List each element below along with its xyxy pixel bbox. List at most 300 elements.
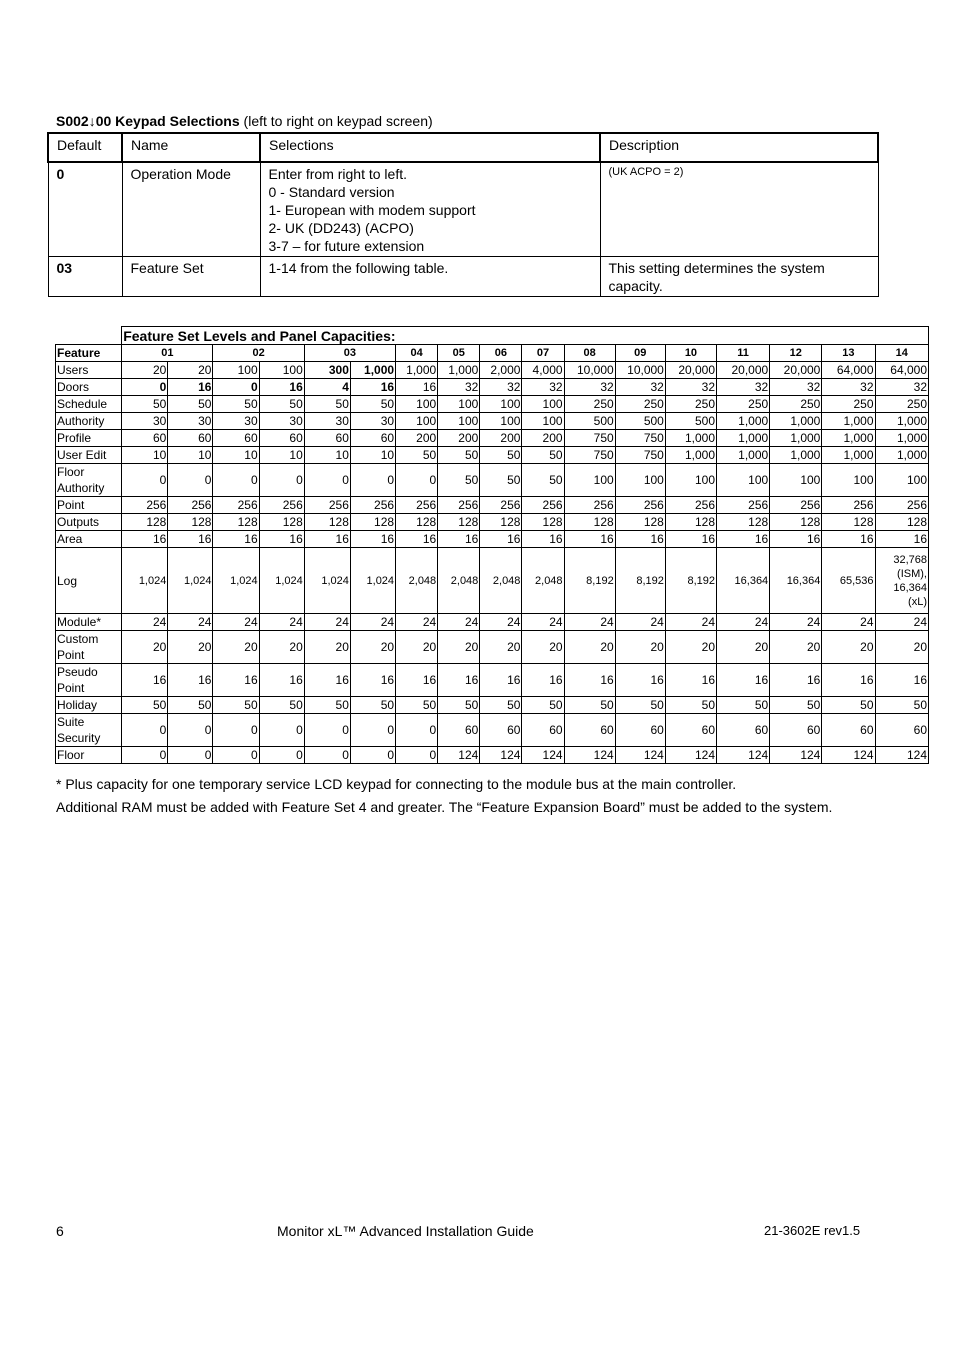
value-cell: 50 bbox=[438, 697, 480, 714]
value-cell: 1,000 bbox=[822, 413, 875, 430]
value-cell: 16 bbox=[168, 379, 213, 396]
value-cell: 60 bbox=[665, 714, 716, 747]
value-cell: 1,000 bbox=[822, 430, 875, 447]
value-cell: 60 bbox=[770, 714, 822, 747]
row-default: 0 bbox=[48, 162, 122, 257]
row-description: This setting determines the system capacity. bbox=[600, 257, 878, 297]
value-cell: 0 bbox=[168, 714, 213, 747]
value-cell: 100 bbox=[615, 464, 665, 497]
value-cell: 128 bbox=[615, 514, 665, 531]
value-cell: 60 bbox=[350, 430, 395, 447]
value-cell: 32 bbox=[615, 379, 665, 396]
value-cell: 0 bbox=[213, 747, 259, 764]
value-cell: 50 bbox=[438, 447, 480, 464]
value-cell: 1,000 bbox=[875, 413, 928, 430]
value-cell: 50 bbox=[875, 697, 928, 714]
value-cell: 0 bbox=[396, 714, 438, 747]
value-cell: 50 bbox=[122, 396, 168, 413]
value-cell: 128 bbox=[717, 514, 770, 531]
feature-set-header: 08 bbox=[564, 345, 615, 362]
value-cell: 16 bbox=[665, 664, 716, 697]
value-cell: 256 bbox=[665, 497, 716, 514]
page-number: 6 bbox=[56, 1223, 64, 1239]
value-cell: 100 bbox=[875, 464, 928, 497]
value-cell: 16 bbox=[770, 664, 822, 697]
value-cell: 16 bbox=[122, 531, 168, 548]
value-cell: 16 bbox=[822, 531, 875, 548]
value-cell: 65,536 bbox=[822, 548, 875, 614]
value-cell: 256 bbox=[522, 497, 564, 514]
table-row bbox=[56, 614, 929, 631]
value-cell: 256 bbox=[564, 497, 615, 514]
row-label: Area bbox=[56, 531, 122, 548]
value-cell: 16 bbox=[396, 531, 438, 548]
value-cell: 8,192 bbox=[564, 548, 615, 614]
value-cell: 0 bbox=[304, 747, 350, 764]
value-cell: 20,000 bbox=[717, 362, 770, 379]
value-cell: 16 bbox=[350, 664, 395, 697]
value-cell: 20 bbox=[480, 631, 522, 664]
row-label: Authority bbox=[56, 413, 122, 430]
value-cell: 256 bbox=[259, 497, 304, 514]
value-cell: 1,000 bbox=[717, 413, 770, 430]
feature-set-header: 11 bbox=[717, 345, 770, 362]
section-heading: S002↓00 Keypad Selections (left to right on keypad screen) bbox=[56, 113, 433, 129]
table-row bbox=[56, 413, 929, 430]
value-cell: 200 bbox=[522, 430, 564, 447]
value-cell: 256 bbox=[304, 497, 350, 514]
value-cell: 10,000 bbox=[564, 362, 615, 379]
row-label: Floor bbox=[56, 747, 122, 764]
value-cell: 10 bbox=[259, 447, 304, 464]
table-row bbox=[56, 664, 929, 697]
value-cell: 256 bbox=[213, 497, 259, 514]
value-cell: 50 bbox=[822, 697, 875, 714]
table-row bbox=[56, 396, 929, 413]
value-cell: 60 bbox=[522, 714, 564, 747]
value-cell: 24 bbox=[564, 614, 615, 631]
value-cell: 0 bbox=[122, 714, 168, 747]
value-cell: 1,000 bbox=[350, 362, 395, 379]
table-row bbox=[56, 497, 929, 514]
value-cell: 500 bbox=[615, 413, 665, 430]
value-cell: 124 bbox=[665, 747, 716, 764]
value-cell: 124 bbox=[875, 747, 928, 764]
value-cell: 100 bbox=[522, 396, 564, 413]
value-cell: 20 bbox=[304, 631, 350, 664]
table-row bbox=[48, 257, 878, 297]
value-cell: 124 bbox=[438, 747, 480, 764]
table-row bbox=[56, 379, 929, 396]
value-cell: 60 bbox=[480, 714, 522, 747]
value-cell: 30 bbox=[213, 413, 259, 430]
value-cell: 0 bbox=[122, 747, 168, 764]
value-cell: 20 bbox=[350, 631, 395, 664]
value-cell: 128 bbox=[304, 514, 350, 531]
value-cell: 60 bbox=[564, 714, 615, 747]
table-row bbox=[56, 747, 929, 764]
table-row bbox=[56, 362, 929, 379]
value-cell: 100 bbox=[480, 413, 522, 430]
value-cell: 24 bbox=[259, 614, 304, 631]
value-cell: 1,000 bbox=[717, 447, 770, 464]
value-cell: 24 bbox=[665, 614, 716, 631]
value-cell: 50 bbox=[396, 697, 438, 714]
value-cell: 20 bbox=[665, 631, 716, 664]
value-cell: 30 bbox=[350, 413, 395, 430]
value-cell: 32 bbox=[822, 379, 875, 396]
table-row bbox=[56, 714, 929, 747]
value-cell: 16 bbox=[168, 664, 213, 697]
value-cell: 16 bbox=[259, 379, 304, 396]
value-cell: 50 bbox=[522, 697, 564, 714]
value-cell: 1,000 bbox=[717, 430, 770, 447]
value-cell: 100 bbox=[665, 464, 716, 497]
value-cell: 16 bbox=[396, 379, 438, 396]
value-cell: 124 bbox=[770, 747, 822, 764]
value-cell: 0 bbox=[168, 464, 213, 497]
value-cell: 250 bbox=[822, 396, 875, 413]
value-cell: 20 bbox=[213, 631, 259, 664]
value-cell: 60 bbox=[615, 714, 665, 747]
value-cell: 20,000 bbox=[665, 362, 716, 379]
value-cell: 60 bbox=[438, 714, 480, 747]
value-cell: 32 bbox=[564, 379, 615, 396]
value-cell: 256 bbox=[480, 497, 522, 514]
value-cell: 4,000 bbox=[522, 362, 564, 379]
feature-set-table bbox=[55, 326, 929, 764]
value-cell: 128 bbox=[770, 514, 822, 531]
value-cell: 16 bbox=[480, 531, 522, 548]
value-cell: 1,000 bbox=[770, 430, 822, 447]
value-cell: 128 bbox=[122, 514, 168, 531]
row-label: Custom Point bbox=[56, 631, 122, 664]
value-cell: 24 bbox=[875, 614, 928, 631]
value-cell: 0 bbox=[122, 464, 168, 497]
value-cell: 50 bbox=[615, 697, 665, 714]
value-cell: 0 bbox=[213, 464, 259, 497]
value-cell: 1,024 bbox=[213, 548, 259, 614]
value-cell: 16 bbox=[350, 531, 395, 548]
value-cell: 50 bbox=[717, 697, 770, 714]
value-cell: 128 bbox=[564, 514, 615, 531]
value-cell: 32 bbox=[665, 379, 716, 396]
value-cell: 500 bbox=[665, 413, 716, 430]
value-cell: 0 bbox=[350, 747, 395, 764]
value-cell: 16 bbox=[259, 664, 304, 697]
value-cell: 64,000 bbox=[875, 362, 928, 379]
value-cell: 32 bbox=[480, 379, 522, 396]
table-row bbox=[56, 447, 929, 464]
row-label: Schedule bbox=[56, 396, 122, 413]
value-cell: 16 bbox=[350, 379, 395, 396]
value-cell: 16 bbox=[480, 664, 522, 697]
value-cell: 10 bbox=[213, 447, 259, 464]
selection-line: Enter from right to left. bbox=[268, 166, 407, 182]
value-cell: 50 bbox=[304, 396, 350, 413]
row-label: Holiday bbox=[56, 697, 122, 714]
value-cell: 124 bbox=[822, 747, 875, 764]
value-cell: 30 bbox=[304, 413, 350, 430]
selection-line: 0 - Standard version bbox=[268, 184, 395, 200]
value-cell: 60 bbox=[168, 430, 213, 447]
row-name: Operation Mode bbox=[122, 162, 260, 257]
value-cell: 1,024 bbox=[350, 548, 395, 614]
value-cell: 0 bbox=[213, 379, 259, 396]
value-cell: 50 bbox=[259, 396, 304, 413]
row-label: User Edit bbox=[56, 447, 122, 464]
value-cell: 250 bbox=[615, 396, 665, 413]
value-cell: 100 bbox=[438, 413, 480, 430]
feature-set-header: 04 bbox=[396, 345, 438, 362]
row-label: Pseudo Point bbox=[56, 664, 122, 697]
value-cell: 1,000 bbox=[770, 413, 822, 430]
value-cell: 10 bbox=[350, 447, 395, 464]
value-cell: 100 bbox=[396, 396, 438, 413]
row-label: Point bbox=[56, 497, 122, 514]
row-label: Users bbox=[56, 362, 122, 379]
selection-line: 2- UK (DD243) (ACPO) bbox=[268, 220, 414, 236]
value-cell: 50 bbox=[665, 697, 716, 714]
value-cell: 16 bbox=[122, 664, 168, 697]
value-cell: 16,364 bbox=[717, 548, 770, 614]
value-cell: 30 bbox=[168, 413, 213, 430]
value-cell: 16,364 bbox=[770, 548, 822, 614]
table-row bbox=[56, 464, 929, 497]
value-cell: 20 bbox=[822, 631, 875, 664]
value-cell: 32 bbox=[522, 379, 564, 396]
value-cell: 256 bbox=[438, 497, 480, 514]
value-cell: 0 bbox=[350, 464, 395, 497]
value-cell: 0 bbox=[259, 464, 304, 497]
value-cell: 0 bbox=[259, 714, 304, 747]
value-cell: 50 bbox=[213, 396, 259, 413]
value-cell: 200 bbox=[480, 430, 522, 447]
value-cell: 32 bbox=[717, 379, 770, 396]
value-cell: 0 bbox=[304, 464, 350, 497]
value-cell: 50 bbox=[122, 697, 168, 714]
row-label: Floor Authority bbox=[56, 464, 122, 497]
value-cell: 24 bbox=[480, 614, 522, 631]
value-cell: 16 bbox=[717, 664, 770, 697]
column-header-row bbox=[56, 345, 929, 362]
value-cell: 1,000 bbox=[438, 362, 480, 379]
footer-revision: 21-3602E rev1.5 bbox=[764, 1223, 861, 1238]
value-cell: 750 bbox=[564, 430, 615, 447]
value-cell: 124 bbox=[564, 747, 615, 764]
value-cell: 20 bbox=[259, 631, 304, 664]
selection-line: 3-7 – for future extension bbox=[268, 238, 425, 254]
row-label: Outputs bbox=[56, 514, 122, 531]
value-cell: 16 bbox=[875, 664, 928, 697]
value-cell: 500 bbox=[564, 413, 615, 430]
value-cell: 250 bbox=[770, 396, 822, 413]
value-cell: 60 bbox=[822, 714, 875, 747]
value-cell: 100 bbox=[770, 464, 822, 497]
feature-set-header: 13 bbox=[822, 345, 875, 362]
value-cell: 60 bbox=[213, 430, 259, 447]
value-cell: 24 bbox=[522, 614, 564, 631]
value-cell: 0 bbox=[259, 747, 304, 764]
value-cell: 8,192 bbox=[665, 548, 716, 614]
value-cell: 0 bbox=[396, 747, 438, 764]
value-cell: 50 bbox=[480, 447, 522, 464]
value-cell: 16 bbox=[875, 531, 928, 548]
header-description: Description bbox=[600, 133, 878, 162]
value-cell: 16 bbox=[822, 664, 875, 697]
value-cell: 256 bbox=[396, 497, 438, 514]
value-cell: 100 bbox=[822, 464, 875, 497]
value-cell: 64,000 bbox=[822, 362, 875, 379]
value-cell: 50 bbox=[480, 464, 522, 497]
feature-set-header: 03 bbox=[304, 345, 395, 362]
value-cell: 20 bbox=[396, 631, 438, 664]
feature-set-header: 12 bbox=[770, 345, 822, 362]
value-cell: 50 bbox=[522, 447, 564, 464]
value-cell: 2,048 bbox=[480, 548, 522, 614]
value-cell: 128 bbox=[665, 514, 716, 531]
value-cell: 50 bbox=[438, 464, 480, 497]
value-cell: 0 bbox=[350, 714, 395, 747]
value-cell: 50 bbox=[480, 697, 522, 714]
feature-set-header: 14 bbox=[875, 345, 928, 362]
table-row bbox=[56, 531, 929, 548]
value-cell: 24 bbox=[122, 614, 168, 631]
value-cell: 24 bbox=[396, 614, 438, 631]
feature-set-header: 07 bbox=[522, 345, 564, 362]
row-label: Module* bbox=[56, 614, 122, 631]
value-cell: 256 bbox=[822, 497, 875, 514]
value-cell: 20 bbox=[168, 362, 213, 379]
table-row bbox=[56, 430, 929, 447]
value-cell: 50 bbox=[168, 396, 213, 413]
value-cell: 16 bbox=[438, 531, 480, 548]
value-cell: 50 bbox=[168, 697, 213, 714]
row-selections bbox=[260, 257, 600, 297]
value-cell: 200 bbox=[396, 430, 438, 447]
value-cell: 24 bbox=[770, 614, 822, 631]
value-cell: 250 bbox=[875, 396, 928, 413]
value-cell: 750 bbox=[615, 430, 665, 447]
value-cell: 16 bbox=[665, 531, 716, 548]
value-cell: 250 bbox=[564, 396, 615, 413]
table-title-row bbox=[56, 327, 929, 345]
feature-set-header: 10 bbox=[665, 345, 716, 362]
value-cell: 0 bbox=[122, 379, 168, 396]
value-cell: 0 bbox=[168, 747, 213, 764]
value-cell: 124 bbox=[615, 747, 665, 764]
value-cell: 20 bbox=[770, 631, 822, 664]
row-name: Feature Set bbox=[122, 257, 260, 297]
value-cell: 50 bbox=[259, 697, 304, 714]
value-cell: 128 bbox=[396, 514, 438, 531]
row-label: Doors bbox=[56, 379, 122, 396]
value-cell: 128 bbox=[350, 514, 395, 531]
table-row bbox=[56, 514, 929, 531]
value-cell: 256 bbox=[770, 497, 822, 514]
value-cell: 100 bbox=[480, 396, 522, 413]
feature-set-header: 01 bbox=[122, 345, 213, 362]
value-cell: 16 bbox=[438, 664, 480, 697]
value-cell: 200 bbox=[438, 430, 480, 447]
value-cell: 20 bbox=[438, 631, 480, 664]
value-cell: 50 bbox=[396, 447, 438, 464]
value-cell: 16 bbox=[522, 664, 564, 697]
value-cell: 30 bbox=[122, 413, 168, 430]
feature-set-header: 02 bbox=[213, 345, 304, 362]
value-cell: 750 bbox=[564, 447, 615, 464]
feature-set-header: 09 bbox=[615, 345, 665, 362]
value-cell: 20 bbox=[168, 631, 213, 664]
value-cell: 16 bbox=[770, 531, 822, 548]
value-cell: 256 bbox=[350, 497, 395, 514]
value-cell: 50 bbox=[564, 697, 615, 714]
value-cell: 50 bbox=[350, 697, 395, 714]
value-cell: 24 bbox=[717, 614, 770, 631]
value-cell: 10,000 bbox=[615, 362, 665, 379]
value-cell: 24 bbox=[822, 614, 875, 631]
footer-title: Monitor xL™ Advanced Installation Guide bbox=[277, 1223, 534, 1239]
value-cell: 16 bbox=[213, 531, 259, 548]
value-cell: 24 bbox=[615, 614, 665, 631]
value-cell: 20 bbox=[615, 631, 665, 664]
value-cell: 16 bbox=[259, 531, 304, 548]
value-cell: 24 bbox=[304, 614, 350, 631]
value-cell: 50 bbox=[350, 396, 395, 413]
value-cell: 16 bbox=[522, 531, 564, 548]
value-cell: 256 bbox=[122, 497, 168, 514]
value-cell: 24 bbox=[350, 614, 395, 631]
table-header-row bbox=[48, 133, 878, 162]
header-selections: Selections bbox=[260, 133, 600, 162]
value-cell: 300 bbox=[304, 362, 350, 379]
value-cell: 24 bbox=[168, 614, 213, 631]
value-cell: 128 bbox=[522, 514, 564, 531]
value-cell: 128 bbox=[480, 514, 522, 531]
value-cell: 32,768 (ISM), 16,364 (xL) bbox=[875, 548, 928, 614]
value-cell: 100 bbox=[259, 362, 304, 379]
value-cell: 10 bbox=[168, 447, 213, 464]
value-cell: 2,048 bbox=[438, 548, 480, 614]
value-cell: 10 bbox=[304, 447, 350, 464]
value-cell: 30 bbox=[259, 413, 304, 430]
value-cell: 1,000 bbox=[665, 430, 716, 447]
value-cell: 16 bbox=[213, 664, 259, 697]
value-cell: 16 bbox=[304, 531, 350, 548]
value-cell: 4 bbox=[304, 379, 350, 396]
table-row bbox=[56, 697, 929, 714]
footnote: * Plus capacity for one temporary service LCD keypad for connecting to the module bus at the main controller. bbox=[56, 776, 737, 792]
value-cell: 20 bbox=[717, 631, 770, 664]
header-name: Name bbox=[122, 133, 260, 162]
value-cell: 256 bbox=[615, 497, 665, 514]
row-description: (UK ACPO = 2) bbox=[600, 162, 878, 257]
value-cell: 20 bbox=[522, 631, 564, 664]
row-default: 03 bbox=[48, 257, 122, 297]
value-cell: 60 bbox=[259, 430, 304, 447]
feature-header: Feature bbox=[56, 345, 122, 362]
value-cell: 128 bbox=[875, 514, 928, 531]
value-cell: 250 bbox=[665, 396, 716, 413]
value-cell: 2,000 bbox=[480, 362, 522, 379]
value-cell: 50 bbox=[304, 697, 350, 714]
value-cell: 100 bbox=[213, 362, 259, 379]
value-cell: 256 bbox=[168, 497, 213, 514]
feature-set-header: 06 bbox=[480, 345, 522, 362]
value-cell: 100 bbox=[564, 464, 615, 497]
value-cell: 16 bbox=[615, 531, 665, 548]
value-cell: 60 bbox=[304, 430, 350, 447]
